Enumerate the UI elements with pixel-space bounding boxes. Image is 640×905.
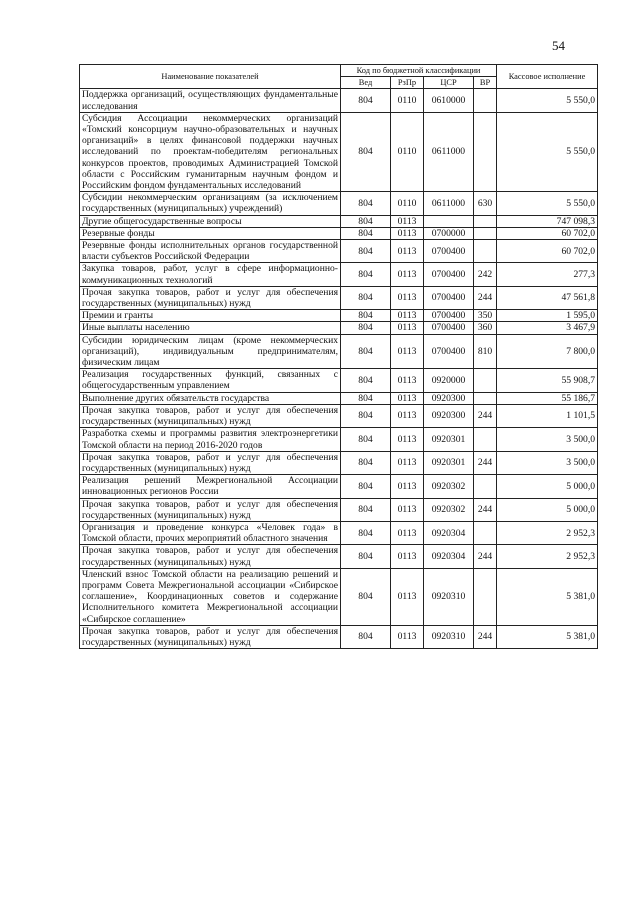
row-ved: 804 (341, 521, 391, 544)
row-csr: 0920302 (424, 498, 474, 521)
row-rzpr: 0113 (391, 521, 424, 544)
row-amount: 747 098,3 (497, 215, 598, 227)
row-name: Поддержка организаций, осуществляющих фундаментальные исследования (80, 89, 341, 112)
row-amount: 60 702,0 (497, 240, 598, 263)
table-row (80, 625, 598, 648)
row-amount: 55 908,7 (497, 369, 598, 392)
row-vr: 242 (474, 263, 497, 286)
table-row (80, 286, 598, 309)
row-name: Прочая закупка товаров, работ и услуг для обеспечения государственных (муниципальных) нужд (80, 451, 341, 474)
row-csr: 0611000 (424, 192, 474, 215)
row-ved: 804 (341, 334, 391, 369)
row-ved: 804 (341, 322, 391, 334)
row-vr (474, 89, 497, 112)
row-csr: 0920301 (424, 428, 474, 451)
row-ved: 804 (341, 215, 391, 227)
row-name: Организация и проведение конкурса «Человек года» в Томской области, прочих мероприятий областного значения (80, 521, 341, 544)
row-ved: 804 (341, 625, 391, 648)
row-vr (474, 227, 497, 239)
table-row (80, 568, 598, 625)
row-csr: 0920302 (424, 475, 474, 498)
row-name: Резервные фонды исполнительных органов государственной власти субъектов Российской Федерации (80, 240, 341, 263)
row-csr: 0700400 (424, 322, 474, 334)
row-rzpr: 0113 (391, 568, 424, 625)
header-csr: ЦСР (424, 77, 474, 89)
row-amount: 3 467,9 (497, 322, 598, 334)
row-name: Прочая закупка товаров, работ и услуг для обеспечения государственных (муниципальных) нужд (80, 545, 341, 568)
header-vr: ВР (474, 77, 497, 89)
row-rzpr: 0113 (391, 545, 424, 568)
row-name: Иные выплаты населению (80, 322, 341, 334)
table-row (80, 545, 598, 568)
table-row (80, 227, 598, 239)
row-vr (474, 392, 497, 404)
row-vr: 244 (474, 404, 497, 427)
row-name: Резервные фонды (80, 227, 341, 239)
header-rzpr: РзПр (391, 77, 424, 89)
row-name: Реализация государственных функций, связанных с общегосударственным управлением (80, 369, 341, 392)
table-row (80, 89, 598, 112)
row-vr: 630 (474, 192, 497, 215)
row-rzpr: 0113 (391, 369, 424, 392)
row-ved: 804 (341, 404, 391, 427)
table-row (80, 451, 598, 474)
row-amount: 2 952,3 (497, 521, 598, 544)
row-csr: 0610000 (424, 89, 474, 112)
row-ved: 804 (341, 545, 391, 568)
row-name: Прочая закупка товаров, работ и услуг для обеспечения государственных (муниципальных) нужд (80, 404, 341, 427)
row-csr: 0920300 (424, 392, 474, 404)
row-ved: 804 (341, 428, 391, 451)
row-name: Членский взнос Томской области на реализацию решений и программ Совета Межрегиональной ассоциации «Сибирское соглашение», Координационных советов и содержание Исполнительного комитета Межрегиональной ассоциации «Сибирское соглашение» (80, 568, 341, 625)
row-ved: 804 (341, 568, 391, 625)
row-rzpr: 0113 (391, 322, 424, 334)
table-row (80, 322, 598, 334)
row-csr: 0920000 (424, 369, 474, 392)
row-name: Разработка схемы и программы развития электроэнергетики Томской области на период 2016-2020 годов (80, 428, 341, 451)
row-amount: 3 500,0 (497, 451, 598, 474)
row-name: Субсидия Ассоциации некоммерческих организаций «Томский консорциум научно-образовательных и научных организаций» в целях финансовой поддержки научных исследований по проектам-победителям региональных конкурсов проектов, проводимых Администрацией Томской области с Российским гуманитарным научным фондом и Российским фондом фундаментальных исследований (80, 112, 341, 191)
row-vr (474, 369, 497, 392)
row-amount: 5 381,0 (497, 625, 598, 648)
row-csr: 0920310 (424, 625, 474, 648)
row-amount: 5 550,0 (497, 112, 598, 191)
row-ved: 804 (341, 263, 391, 286)
row-name: Прочая закупка товаров, работ и услуг для обеспечения государственных (муниципальных) нужд (80, 625, 341, 648)
table-row (80, 404, 598, 427)
row-name: Другие общегосударственные вопросы (80, 215, 341, 227)
row-rzpr: 0113 (391, 428, 424, 451)
row-rzpr: 0113 (391, 475, 424, 498)
row-amount: 60 702,0 (497, 227, 598, 239)
row-vr: 810 (474, 334, 497, 369)
row-vr (474, 568, 497, 625)
table-row (80, 428, 598, 451)
row-ved: 804 (341, 112, 391, 191)
row-name: Субсидии юридическим лицам (кроме некоммерческих организаций), индивидуальным предпринимателям, физическим лицам (80, 334, 341, 369)
row-vr (474, 428, 497, 451)
row-rzpr: 0113 (391, 227, 424, 239)
row-ved: 804 (341, 310, 391, 322)
row-rzpr: 0113 (391, 240, 424, 263)
row-ved: 804 (341, 475, 391, 498)
table-row (80, 215, 598, 227)
row-rzpr: 0110 (391, 112, 424, 191)
row-rzpr: 0113 (391, 286, 424, 309)
header-code-group: Код по бюджетной классификации (341, 65, 497, 77)
row-rzpr: 0113 (391, 215, 424, 227)
row-ved: 804 (341, 286, 391, 309)
row-amount: 5 000,0 (497, 498, 598, 521)
row-amount: 5 000,0 (497, 475, 598, 498)
row-amount: 5 381,0 (497, 568, 598, 625)
header-amount: Кассовое исполнение (497, 65, 598, 89)
row-amount: 5 550,0 (497, 192, 598, 215)
row-vr (474, 215, 497, 227)
row-ved: 804 (341, 89, 391, 112)
row-amount: 1 101,5 (497, 404, 598, 427)
row-ved: 804 (341, 451, 391, 474)
row-ved: 804 (341, 498, 391, 521)
table-row (80, 112, 598, 191)
row-amount: 3 500,0 (497, 428, 598, 451)
row-amount: 55 186,7 (497, 392, 598, 404)
row-name: Прочая закупка товаров, работ и услуг для обеспечения государственных (муниципальных) нужд (80, 286, 341, 309)
row-csr: 0920304 (424, 545, 474, 568)
row-amount: 47 561,8 (497, 286, 598, 309)
table-row (80, 192, 598, 215)
row-ved: 804 (341, 192, 391, 215)
row-rzpr: 0110 (391, 89, 424, 112)
header-name: Наименование показателей (80, 65, 341, 89)
row-amount: 5 550,0 (497, 89, 598, 112)
row-name: Выполнение других обязательств государства (80, 392, 341, 404)
table-row (80, 392, 598, 404)
row-vr: 360 (474, 322, 497, 334)
row-csr: 0920310 (424, 568, 474, 625)
table-row (80, 263, 598, 286)
row-amount: 1 595,0 (497, 310, 598, 322)
row-csr (424, 215, 474, 227)
row-rzpr: 0113 (391, 334, 424, 369)
table-row (80, 310, 598, 322)
row-ved: 804 (341, 240, 391, 263)
row-vr: 244 (474, 545, 497, 568)
table-row (80, 369, 598, 392)
row-csr: 0920300 (424, 404, 474, 427)
row-csr: 0920304 (424, 521, 474, 544)
row-amount: 7 800,0 (497, 334, 598, 369)
row-csr: 0700400 (424, 310, 474, 322)
row-name: Субсидии некоммерческим организациям (за исключением государственных (муниципальных) учреждений) (80, 192, 341, 215)
row-ved: 804 (341, 227, 391, 239)
row-amount: 277,3 (497, 263, 598, 286)
row-csr: 0700400 (424, 263, 474, 286)
budget-table (79, 64, 598, 649)
row-rzpr: 0113 (391, 625, 424, 648)
row-name: Закупка товаров, работ, услуг в сфере информационно-коммуникационных технологий (80, 263, 341, 286)
row-amount: 2 952,3 (497, 545, 598, 568)
row-rzpr: 0113 (391, 498, 424, 521)
row-vr: 244 (474, 625, 497, 648)
page-number: 54 (552, 38, 565, 53)
table-row (80, 475, 598, 498)
row-rzpr: 0113 (391, 392, 424, 404)
row-rzpr: 0110 (391, 192, 424, 215)
row-csr: 0700400 (424, 240, 474, 263)
row-ved: 804 (341, 392, 391, 404)
row-vr: 244 (474, 286, 497, 309)
row-vr (474, 240, 497, 263)
row-csr: 0611000 (424, 112, 474, 191)
row-csr: 0700000 (424, 227, 474, 239)
table-row (80, 521, 598, 544)
row-csr: 0700400 (424, 334, 474, 369)
row-vr: 244 (474, 498, 497, 521)
row-vr (474, 521, 497, 544)
table-row (80, 240, 598, 263)
row-ved: 804 (341, 369, 391, 392)
table-row (80, 498, 598, 521)
row-vr (474, 475, 497, 498)
row-csr: 0920301 (424, 451, 474, 474)
row-name: Премии и гранты (80, 310, 341, 322)
row-name: Реализация решений Межрегиональной Ассоциации инновационных регионов России (80, 475, 341, 498)
row-rzpr: 0113 (391, 310, 424, 322)
row-rzpr: 0113 (391, 263, 424, 286)
row-rzpr: 0113 (391, 404, 424, 427)
row-name: Прочая закупка товаров, работ и услуг для обеспечения государственных (муниципальных) нужд (80, 498, 341, 521)
row-csr: 0700400 (424, 286, 474, 309)
row-rzpr: 0113 (391, 451, 424, 474)
row-vr: 350 (474, 310, 497, 322)
row-vr: 244 (474, 451, 497, 474)
header-ved: Вед (341, 77, 391, 89)
table-row (80, 334, 598, 369)
row-vr (474, 112, 497, 191)
